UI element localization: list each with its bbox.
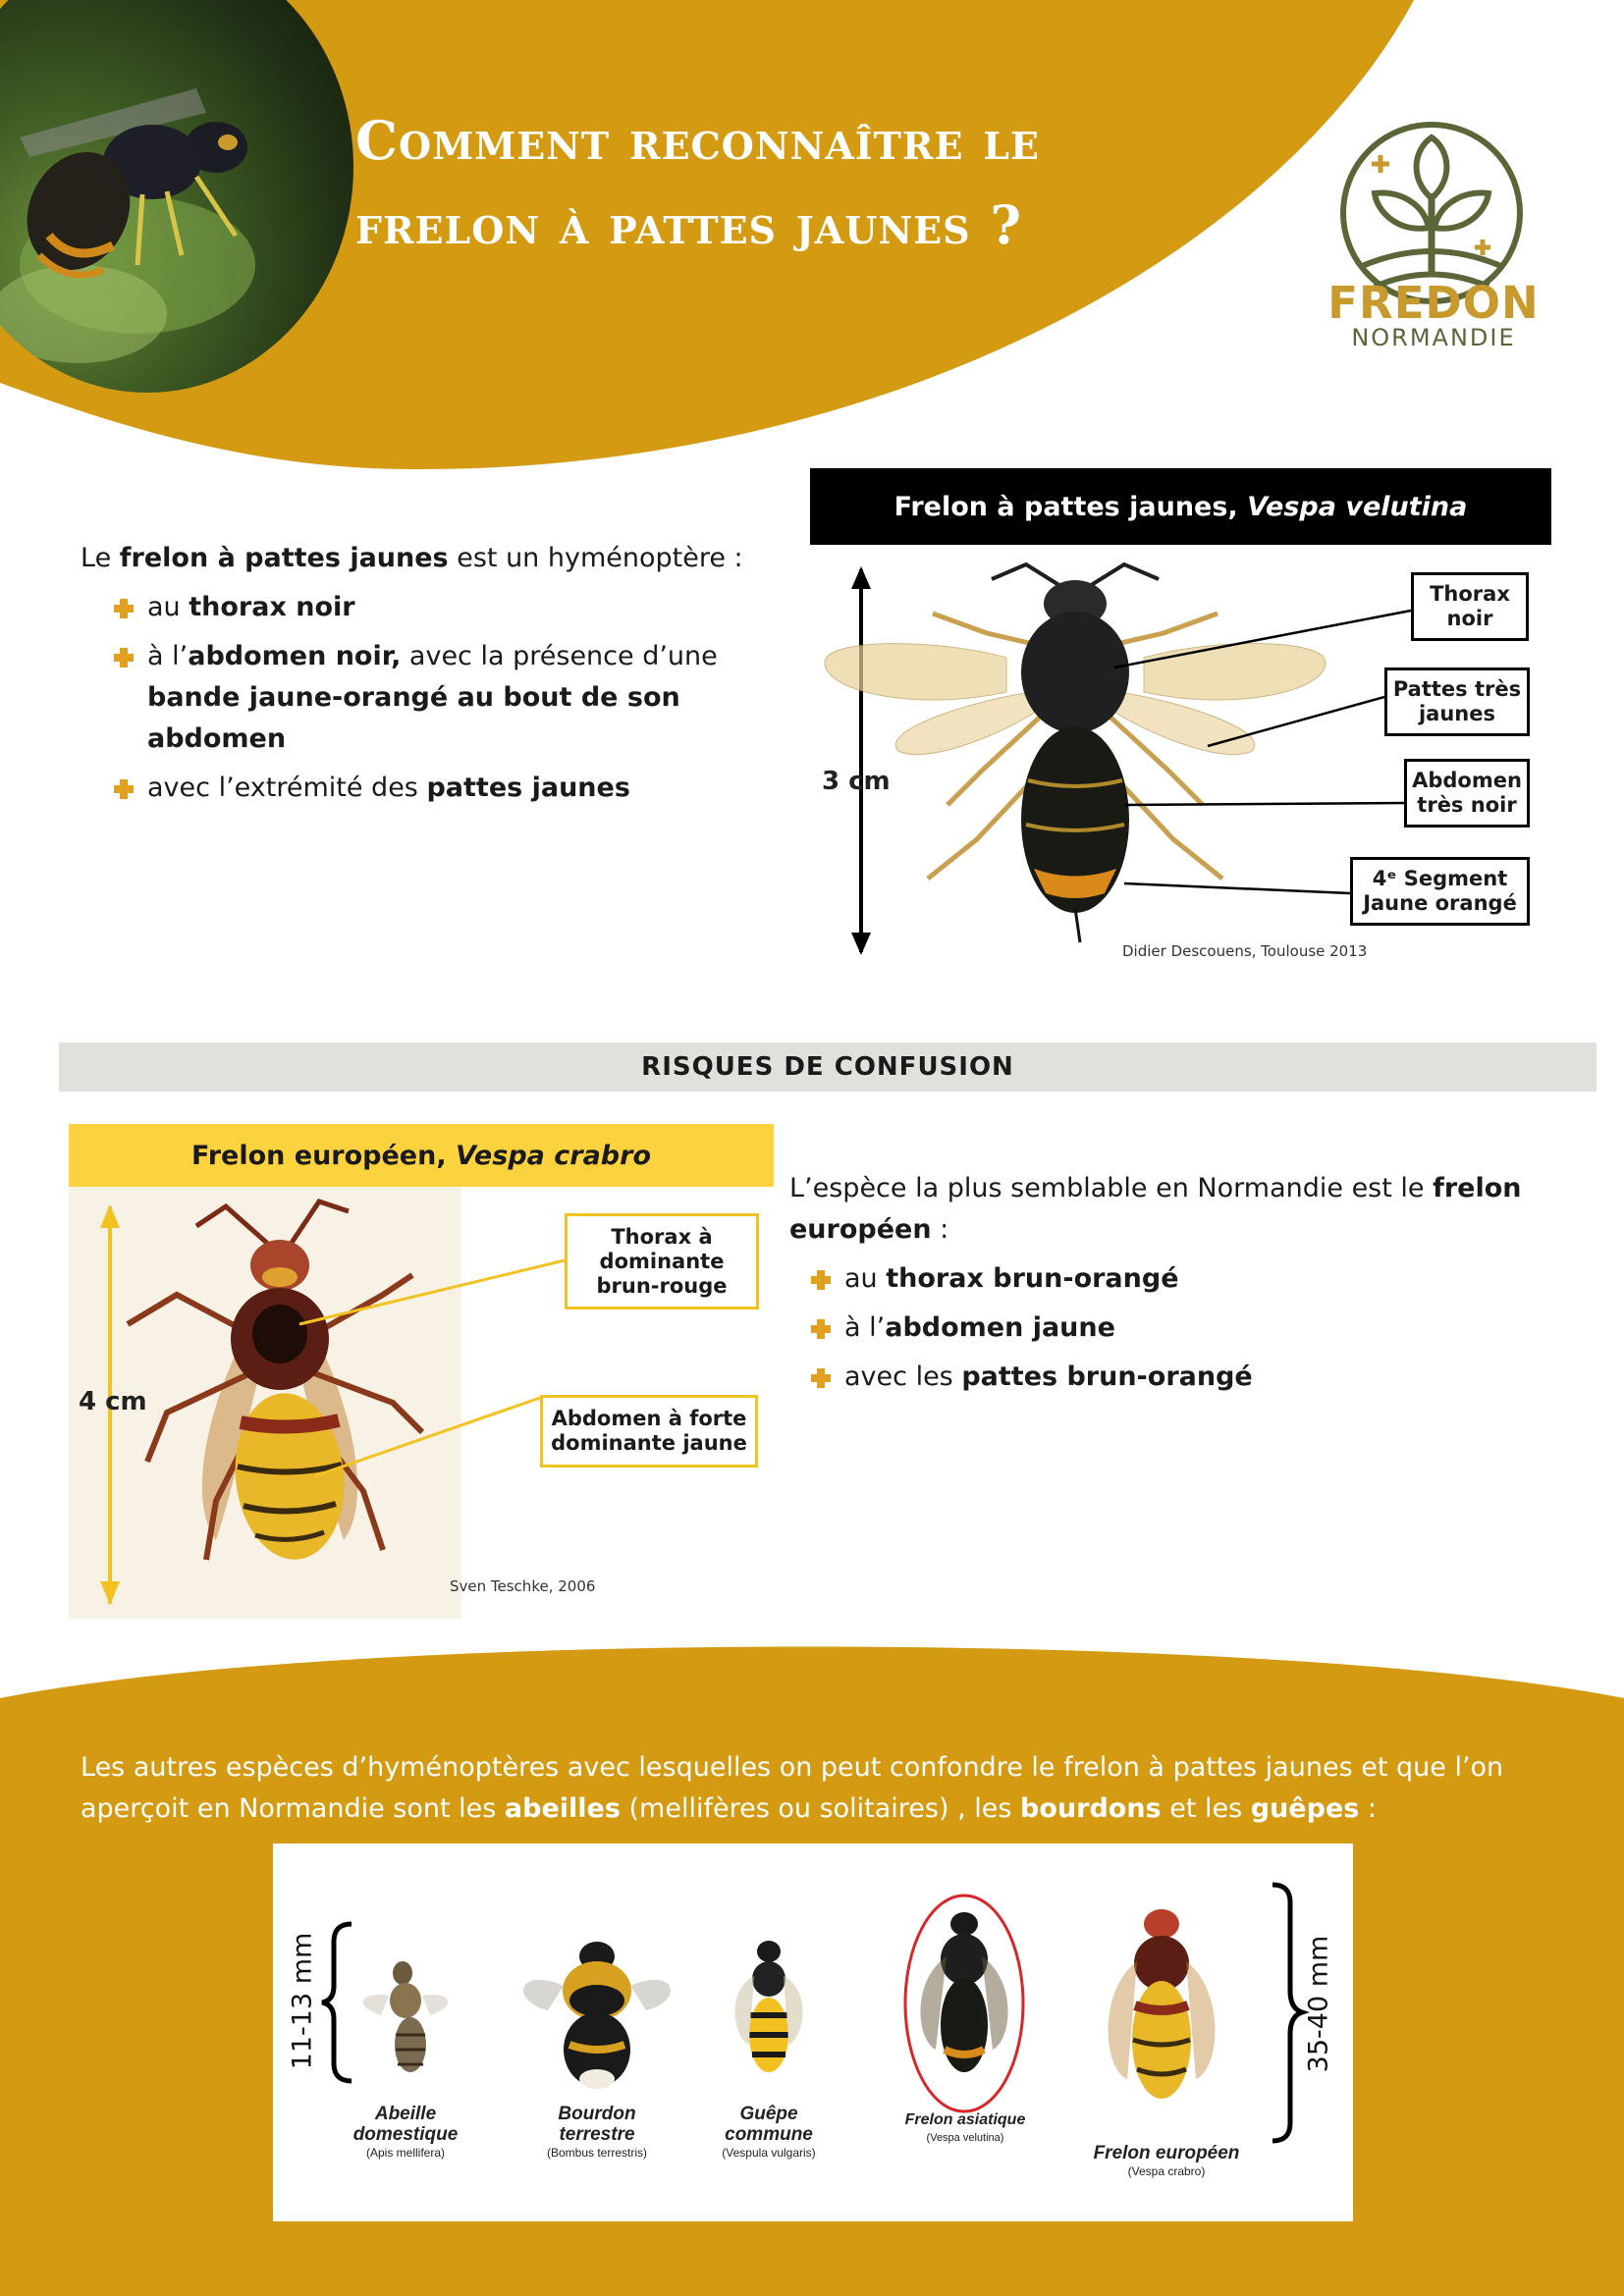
callout-thorax: Thorax noir bbox=[1411, 572, 1529, 641]
european-photo-credit: Sven Teschke, 2006 bbox=[450, 1577, 596, 1595]
bullet-bold: pattes jaunes bbox=[426, 773, 630, 803]
callout-abdomen-yellow: Abdomen à forte dominante jaune bbox=[540, 1395, 758, 1468]
asian-size-label: 3 cm bbox=[822, 767, 891, 796]
other-species-text bbox=[81, 1747, 1553, 1830]
species-name: Bourdon bbox=[558, 2104, 636, 2124]
species-label-frelon-europeen bbox=[1078, 2143, 1255, 2179]
asian-figure-title-italic: Vespa velutina bbox=[1247, 491, 1468, 522]
species-name: Frelon asiatique bbox=[904, 2111, 1026, 2128]
footer-bold: guêpes bbox=[1250, 1793, 1360, 1824]
list-item bbox=[807, 1258, 1555, 1300]
large-range-label: 35-40 mm bbox=[1303, 1935, 1334, 2073]
list-item bbox=[110, 587, 827, 628]
callout-segment: 4ᵉ Segment Jaune orangé bbox=[1350, 857, 1530, 926]
confusion-heading: RISQUES DE CONFUSION bbox=[59, 1042, 1597, 1092]
bullet-text: avec l’extrémité des bbox=[147, 773, 427, 803]
species-scientific-name: (Vespa velutina) bbox=[926, 2132, 1004, 2144]
asian-figure-title bbox=[810, 468, 1551, 545]
species-label-abeille bbox=[332, 2104, 479, 2161]
european-intro-end: : bbox=[931, 1214, 949, 1245]
asian-hornet-description bbox=[81, 538, 827, 809]
footer-bold: bourdons bbox=[1020, 1793, 1162, 1824]
bullet-text: à l’ bbox=[844, 1312, 886, 1343]
footer-text-part: (mellifères ou solitaires) , les bbox=[620, 1793, 1021, 1824]
bullet-bold: bande jaune-orangé au bout de son abdomen bbox=[147, 682, 680, 754]
european-bullet-list bbox=[807, 1258, 1555, 1398]
asian-bullet-list bbox=[110, 587, 827, 809]
european-figure-title bbox=[69, 1124, 774, 1187]
species-comparison-panel bbox=[273, 1843, 1353, 2221]
species-name: commune bbox=[725, 2124, 813, 2145]
species-name: terrestre bbox=[559, 2124, 635, 2145]
list-item bbox=[807, 1357, 1555, 1398]
bullet-bold: thorax noir bbox=[189, 592, 355, 622]
asian-hornet-figure bbox=[810, 545, 1551, 972]
bullet-text: avec la présence d’une bbox=[401, 641, 718, 671]
page-title bbox=[355, 98, 1239, 267]
small-range-label: 11-13 mm bbox=[287, 1932, 318, 2070]
cross-bullet-icon bbox=[811, 1270, 831, 1290]
european-intro bbox=[789, 1168, 1555, 1251]
european-figure-title-plain: Frelon européen, bbox=[190, 1140, 447, 1171]
european-hornet-description bbox=[789, 1168, 1555, 1398]
callout-thorax-brown-red: Thorax à dominante brun-rouge bbox=[565, 1213, 759, 1309]
cross-bullet-icon bbox=[811, 1368, 831, 1388]
logo-region: NORMANDIE bbox=[1351, 324, 1516, 351]
bullet-bold: abdomen noir, bbox=[188, 641, 402, 671]
list-item bbox=[110, 768, 827, 809]
bullet-bold: pattes brun-orangé bbox=[961, 1362, 1253, 1392]
cross-bullet-icon bbox=[114, 599, 134, 618]
other-species-line-1: Les autres espèces d’hyménoptères avec lesquelles on peut confondre le frelon à pattes jaunes et que l’on bbox=[81, 1752, 1504, 1783]
species-label-guepe bbox=[695, 2104, 842, 2161]
page-title-line-2: frelon à pattes jaunes ? bbox=[355, 193, 1022, 256]
european-size-label: 4 cm bbox=[79, 1387, 147, 1416]
species-name: Abeille bbox=[374, 2104, 437, 2124]
species-scientific-name: (Apis mellifera) bbox=[365, 2146, 445, 2160]
bullet-text: à l’ bbox=[147, 641, 189, 671]
asian-figure-title-plain: Frelon à pattes jaunes, bbox=[893, 491, 1238, 522]
species-scientific-name: (Vespula vulgaris) bbox=[722, 2146, 816, 2160]
list-item bbox=[807, 1308, 1555, 1349]
european-figure-title-italic: Vespa crabro bbox=[456, 1140, 651, 1171]
bullet-bold: thorax brun-orangé bbox=[886, 1263, 1179, 1294]
asian-photo-credit: Didier Descouens, Toulouse 2013 bbox=[1122, 942, 1368, 960]
page-title-line-1: Comment reconnaître le bbox=[355, 109, 1040, 172]
cross-bullet-icon bbox=[114, 779, 134, 799]
bullet-text: au bbox=[844, 1263, 887, 1294]
european-intro-bold: européen bbox=[789, 1214, 932, 1245]
list-item bbox=[110, 636, 827, 760]
european-hornet-figure bbox=[69, 1187, 774, 1619]
species-name: domestique bbox=[352, 2124, 459, 2145]
footer-text-part: et les bbox=[1161, 1793, 1251, 1824]
european-intro-plain: L’espèce la plus semblable en Normandie est le bbox=[789, 1173, 1434, 1203]
footer-text-part: aperçoit en Normandie sont les bbox=[81, 1793, 505, 1824]
cross-bullet-icon bbox=[114, 648, 134, 667]
callout-legs: Pattes très jaunes bbox=[1384, 667, 1530, 736]
bullet-bold: abdomen jaune bbox=[885, 1312, 1115, 1343]
asian-intro-post: est un hyménoptère : bbox=[448, 543, 743, 573]
cross-bullet-icon bbox=[811, 1319, 831, 1339]
footer-bold: abeilles bbox=[504, 1793, 621, 1824]
asian-intro bbox=[81, 538, 827, 579]
bullet-text: au bbox=[147, 592, 189, 622]
species-scientific-name: (Bombus terrestris) bbox=[546, 2146, 648, 2160]
species-label-frelon-asiatique bbox=[882, 2109, 1049, 2146]
species-name: Guêpe bbox=[739, 2104, 798, 2124]
european-intro-bold: frelon bbox=[1433, 1173, 1522, 1203]
other-species-line-2 bbox=[81, 1789, 1553, 1830]
logo-name: FREDON bbox=[1327, 277, 1540, 329]
species-name: Frelon européen bbox=[1093, 2143, 1240, 2163]
bullet-text: avec les bbox=[844, 1362, 962, 1392]
callout-abdomen: Abdomen très noir bbox=[1404, 759, 1530, 828]
footer-text-part: : bbox=[1359, 1793, 1378, 1824]
species-label-bourdon bbox=[523, 2104, 671, 2161]
asian-intro-pre: Le bbox=[81, 543, 120, 573]
asian-intro-bold: frelon à pattes jaunes bbox=[119, 543, 449, 573]
species-scientific-name: (Vespa crabro) bbox=[1127, 2164, 1206, 2178]
